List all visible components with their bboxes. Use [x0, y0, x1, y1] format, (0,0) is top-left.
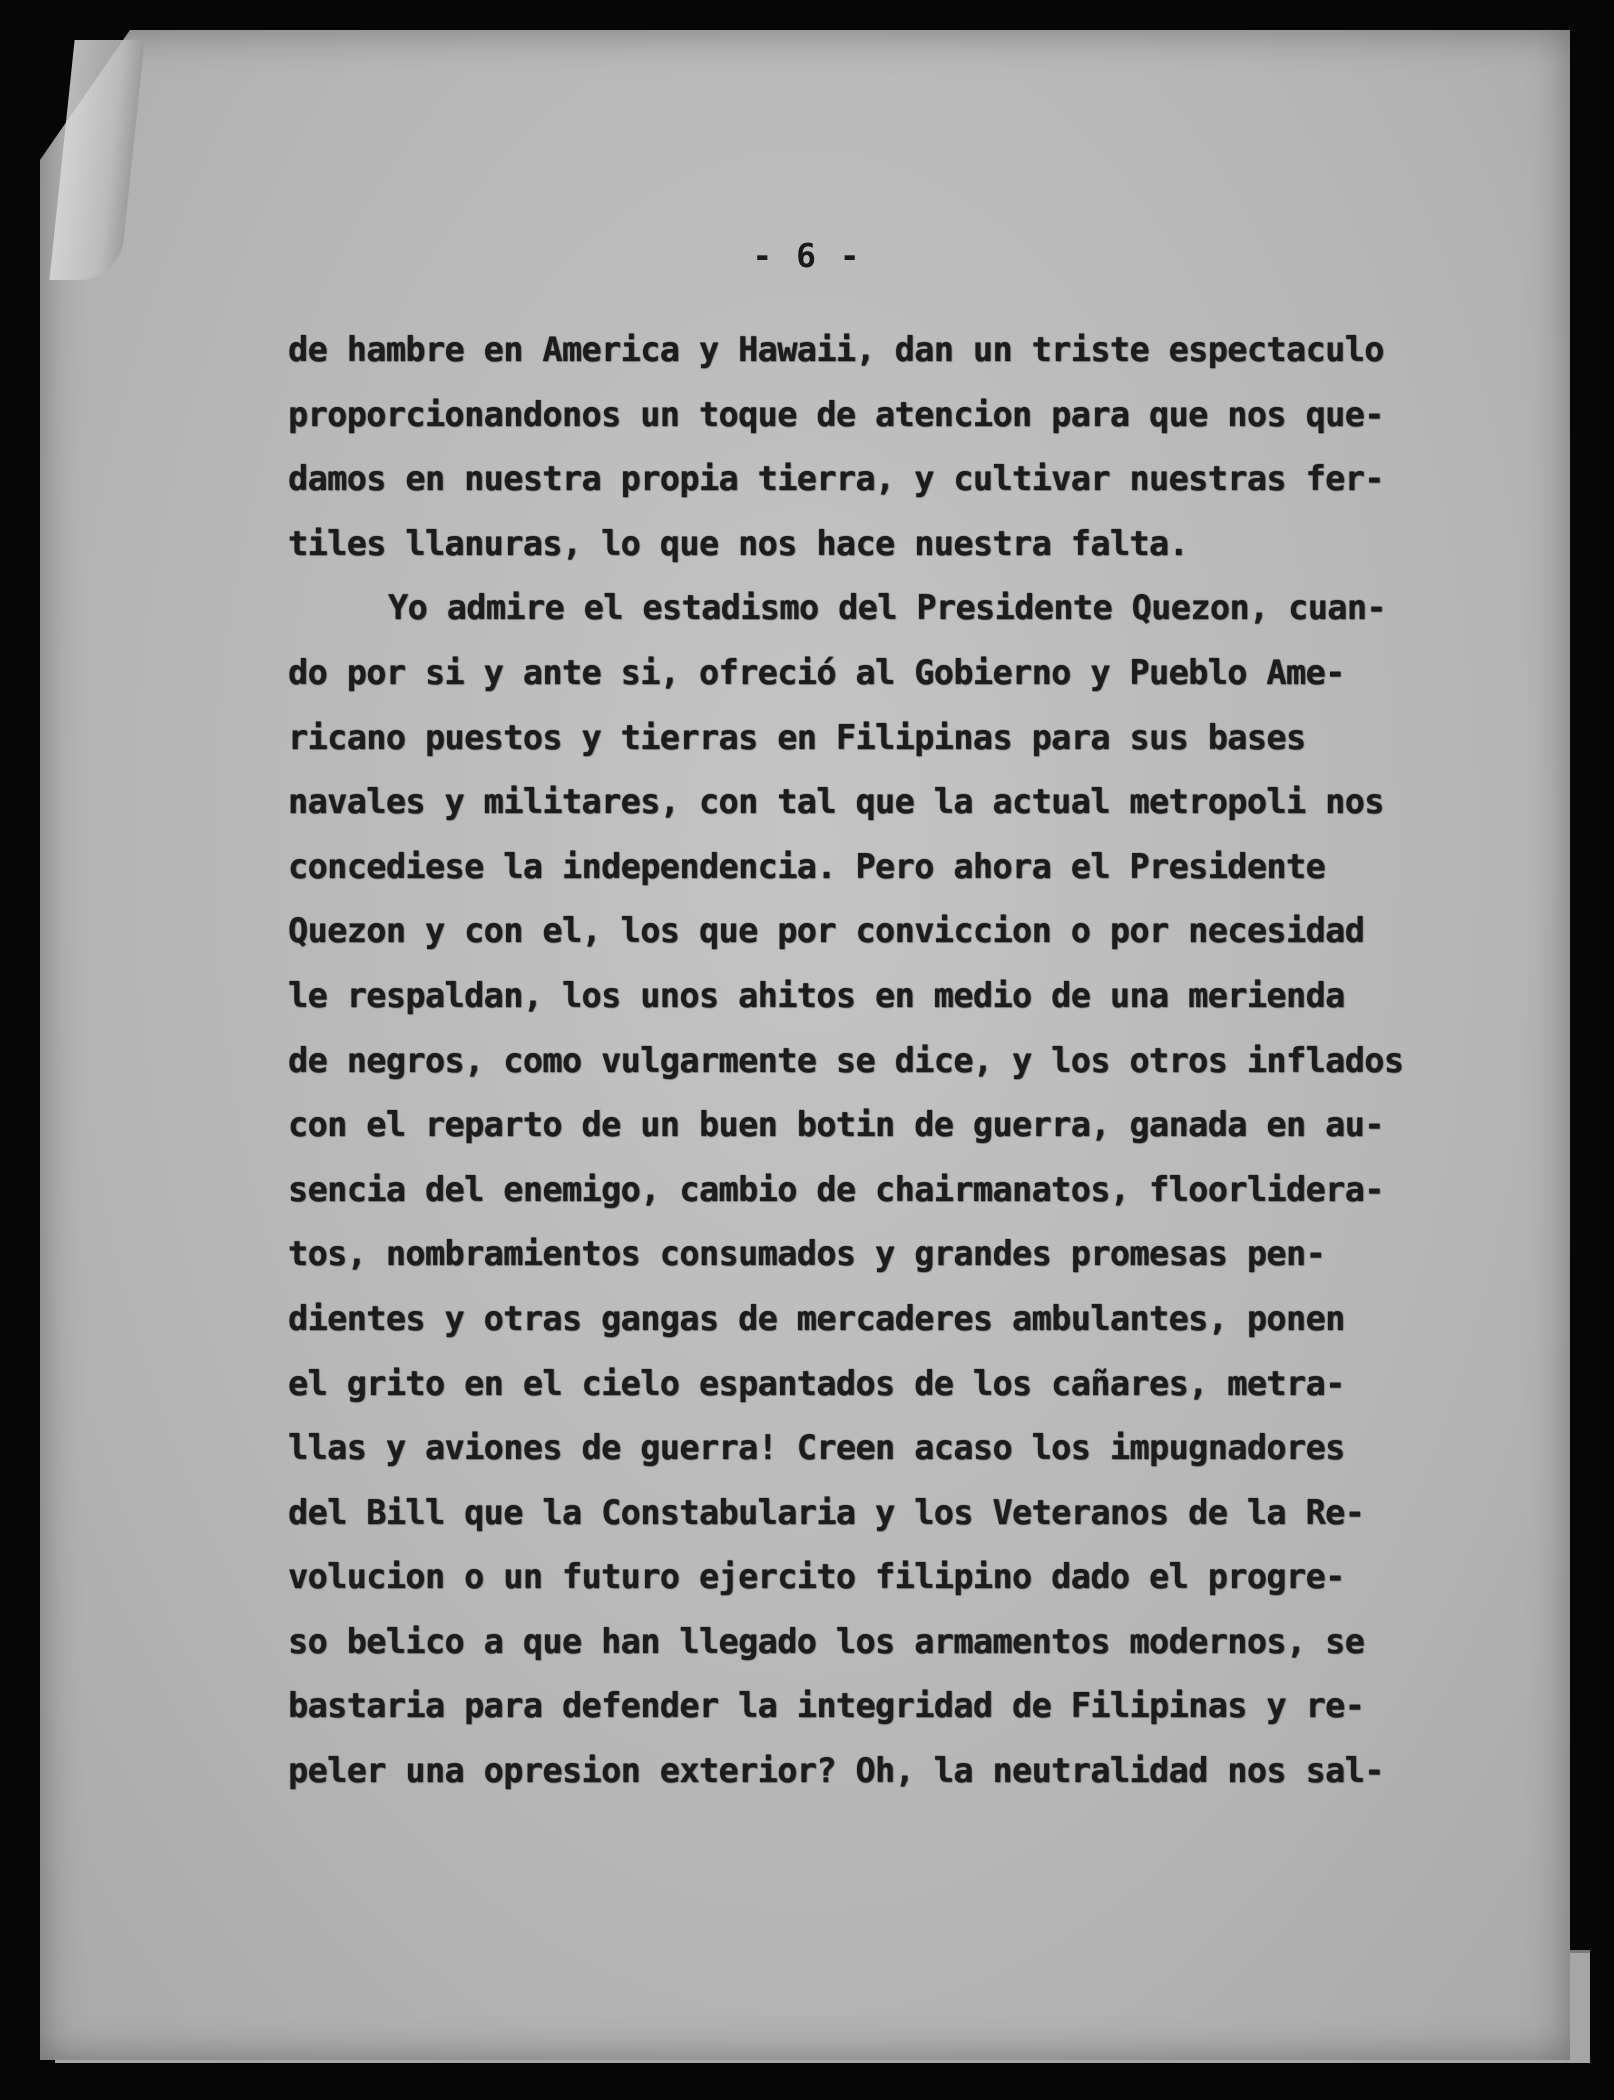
text-line: el grito en el cielo espantados de los cañares, metra-	[288, 1363, 1345, 1403]
text-line: tos, nombramientos consumados y grandes promesas pen-	[288, 1234, 1326, 1274]
text-line: Quezon y con el, los que por conviccion o por necesidad	[288, 911, 1365, 951]
page-number: - 6 -	[752, 236, 862, 275]
text-line: sencia del enemigo, cambio de chairmanatos, floorlidera-	[288, 1169, 1384, 1209]
text-line: do por si y ante si, ofreció al Gobierno y Pueblo Ame-	[288, 652, 1345, 692]
text-line: del Bill que la Constabularia y los Veteranos de la Re-	[288, 1492, 1365, 1532]
text-line: dientes y otras gangas de mercaderes ambulantes, ponen	[288, 1298, 1345, 1338]
text-line: de hambre en America y Hawaii, dan un triste espectaculo	[288, 330, 1384, 369]
text-line: tiles llanuras, lo que nos hace nuestra falta.	[288, 523, 1189, 563]
text-line: so belico a que han llegado los armamentos modernos, se	[288, 1621, 1365, 1661]
paragraph-1	[288, 318, 1418, 576]
text-line: Yo admire el estadismo del Presidente Quezon, cuan-	[388, 588, 1387, 628]
text-line: le respaldan, los unos ahitos en medio de una merienda	[288, 975, 1345, 1015]
text-line: damos en nuestra propia tierra, y cultivar nuestras fer-	[288, 459, 1384, 499]
text-line: bastaria para defender la integridad de Filipinas y re-	[288, 1686, 1365, 1726]
document-body	[288, 318, 1418, 1804]
text-line: peler una opresion exterior? Oh, la neutralidad nos sal-	[288, 1751, 1384, 1791]
paragraph-2	[288, 576, 1418, 1803]
text-line: proporcionandonos un toque de atencion para que nos que-	[288, 394, 1384, 434]
text-line: volucion o un futuro ejercito filipino dado el progre-	[288, 1557, 1345, 1597]
text-line: ricano puestos y tierras en Filipinas para sus bases	[288, 717, 1306, 757]
text-line: concediese la independencia. Pero ahora el Presidente	[288, 846, 1326, 886]
text-line: con el reparto de un buen botin de guerra, ganada en au-	[288, 1105, 1384, 1145]
text-line: llas y aviones de guerra! Creen acaso los impugnadores	[288, 1428, 1345, 1468]
text-line: de negros, como vulgarmente se dice, y los otros inflados	[288, 1040, 1404, 1080]
text-line: navales y militares, con tal que la actual metropoli nos	[288, 782, 1384, 822]
